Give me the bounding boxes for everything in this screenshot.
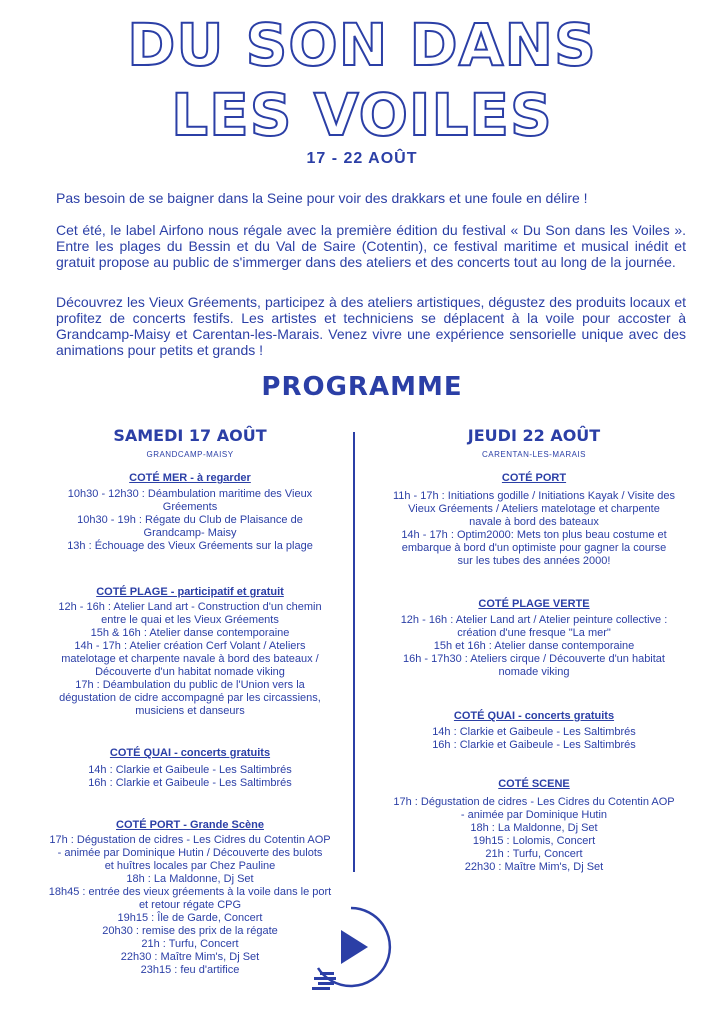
schedule-line: - animée par Dominique Hutin — [460, 809, 608, 821]
schedule-line: - animée par Dominique Hutin / Découverte des bulots — [57, 847, 323, 859]
intro-paragraph-1: Pas besoin de se baigner dans la Seine pour voir des drakkars et une foule en délire ! — [56, 190, 588, 206]
schedule-line: et retour régate CPG — [138, 899, 242, 911]
title-line-2: LES VOILES — [171, 81, 553, 149]
schedule-line: embarque à bord d'un optimiste pour gagner la course — [401, 542, 667, 554]
schedule-line: 14h : Clarkie et Gaibeule - Les Saltimbrés — [88, 764, 292, 776]
right-day: JEUDI 22 AOÛT — [467, 426, 601, 445]
schedule-line: 12h - 16h : Atelier Land art - Construction d'un chemin — [58, 601, 322, 613]
left-section-body — [30, 764, 350, 790]
right-section-head: COTÉ QUAI - concerts gratuits — [453, 710, 615, 722]
right-place: CARENTAN-LES-MARAIS — [481, 450, 587, 459]
left-day: SAMEDI 17 AOÛT — [113, 426, 267, 445]
schedule-line: 14h : Clarkie et Gaibeule - Les Saltimbrés — [432, 726, 636, 738]
left-section-body — [30, 488, 350, 553]
schedule-line: 21h : Turfu, Concert — [141, 938, 239, 950]
left-place: GRANDCAMP-MAISY — [146, 450, 234, 459]
title-line-1: DU SON DANS — [127, 11, 597, 79]
schedule-line: Gréements — [162, 501, 218, 513]
schedule-line: 17h : Déambulation du public de l'Union vers la — [75, 679, 305, 691]
left-section-head: COTÉ PLAGE - participatif et gratuit — [96, 586, 284, 598]
schedule-line: 19h15 : Lolomis, Concert — [472, 835, 596, 847]
schedule-line: 16h : Clarkie et Gaibeule - Les Saltimbrés — [88, 777, 292, 789]
schedule-line: 18h : La Maldonne, Dj Set — [470, 822, 598, 834]
schedule-line: entre le quai et les Vieux Gréements — [101, 614, 279, 626]
intro-paragraph-2: Cet été, le label Airfono nous régale avec la première édition du festival « Du Son dans les Voiles ». Entre les plages du Bessin et du Val de Saire (Cotentin), ce festival maritime et musical inédit et gratuit propose au public de s'immerger dans des ateliers et des concerts tout au long de la journée. — [56, 222, 686, 270]
right-section-body — [364, 614, 704, 679]
schedule-line: 22h30 : Maître Mim's, Dj Set — [120, 951, 260, 963]
schedule-line: 18h : La Maldonne, Dj Set — [126, 873, 254, 885]
programme-title: PROGRAMME — [261, 372, 463, 402]
schedule-line: 16h - 17h30 : Ateliers cirque / Découverte d'un habitat — [403, 653, 665, 665]
festival-dates: 17 - 22 AOÛT — [306, 150, 418, 167]
left-section-body — [30, 834, 350, 977]
schedule-line: 14h - 17h : Atelier création Cerf Volant / Ateliers — [74, 640, 306, 652]
schedule-line: musiciens et danseurs — [135, 705, 245, 717]
schedule-line: navale à bord des bateaux — [469, 516, 599, 528]
schedule-line: 23h15 : feu d'artifice — [140, 964, 240, 976]
left-section-body — [30, 601, 350, 718]
schedule-line: 15h & 16h : Atelier danse contemporaine — [90, 627, 290, 639]
schedule-line: 15h et 16h : Atelier danse contemporaine — [433, 640, 635, 652]
schedule-line: 20h30 : remise des prix de la régate — [102, 925, 278, 937]
left-column — [30, 426, 350, 1006]
schedule-line: Vieux Gréements / Ateliers matelotage et charpente — [408, 503, 660, 515]
schedule-line: sur les tubes des années 2000! — [457, 555, 611, 567]
schedule-line: dégustation de cidre accompagné par les circassiens, — [59, 692, 321, 704]
column-divider — [353, 432, 355, 872]
schedule-line: 11h - 17h : Initiations godille / Initiations Kayak / Visite des — [392, 490, 676, 502]
right-section-head: COTÉ PORT — [501, 472, 567, 484]
schedule-line: 22h30 : Maître Mim's, Dj Set — [464, 861, 604, 873]
schedule-line: 19h15 : Île de Garde, Concert — [117, 912, 263, 924]
schedule-line: 18h45 : entrée des vieux gréements à la voile dans le port — [48, 886, 332, 898]
left-section-head: COTÉ QUAI - concerts gratuits — [109, 747, 271, 759]
schedule-line: matelotage et charpente navale à bord des bateaux / — [61, 653, 319, 665]
schedule-line: 16h : Clarkie et Gaibeule - Les Saltimbrés — [432, 739, 636, 751]
schedule-line: 14h - 17h : Optim2000: Mets ton plus beau costume et — [401, 529, 667, 541]
schedule-line: 10h30 - 12h30 : Déambulation maritime des Vieux — [67, 488, 313, 500]
right-section-head: COTÉ PLAGE VERTE — [478, 598, 590, 610]
right-section-head: COTÉ SCENE — [498, 778, 570, 790]
schedule-line: 10h30 - 19h : Régate du Club de Plaisance de — [77, 514, 303, 526]
schedule-line: 13h : Échouage des Vieux Gréements sur la plage — [67, 540, 313, 552]
right-section-body — [364, 726, 704, 752]
right-section-body — [364, 796, 704, 874]
schedule-line: Découverte d'un habitat nomade viking — [95, 666, 285, 678]
left-section-head: COTÉ MER - à regarder — [129, 472, 251, 484]
schedule-line: création d'une fresque "La mer" — [457, 627, 611, 639]
schedule-line: 12h - 16h : Atelier Land art / Atelier peinture collective : — [400, 614, 668, 626]
schedule-line: 21h : Turfu, Concert — [485, 848, 583, 860]
schedule-line: 17h : Dégustation de cidres - Les Cidres du Cotentin AOP — [393, 796, 675, 808]
right-section-body — [364, 490, 704, 568]
schedule-line: et huîtres locales par Chez Pauline — [104, 860, 276, 872]
play-logo-icon — [306, 902, 396, 992]
schedule-line: Grandcamp- Maisy — [143, 527, 237, 539]
intro-paragraph-3: Découvrez les Vieux Gréements, participez à des ateliers artistiques, dégustez des produits locaux et profitez de concerts festifs. Les artistes et techniciens se déplacent à la voile pour accoster à Grandcamp-Maisy et Carentan-les-Marais. Venez vivre une expérience sensorielle unique avec des animations pour petits et grands ! — [56, 294, 686, 358]
schedule-line: nomade viking — [498, 666, 570, 678]
left-section-head: COTÉ PORT - Grande Scène — [116, 819, 264, 831]
schedule-line: 17h : Dégustation de cidres - Les Cidres du Cotentin AOP — [49, 834, 331, 846]
right-column — [364, 426, 704, 886]
